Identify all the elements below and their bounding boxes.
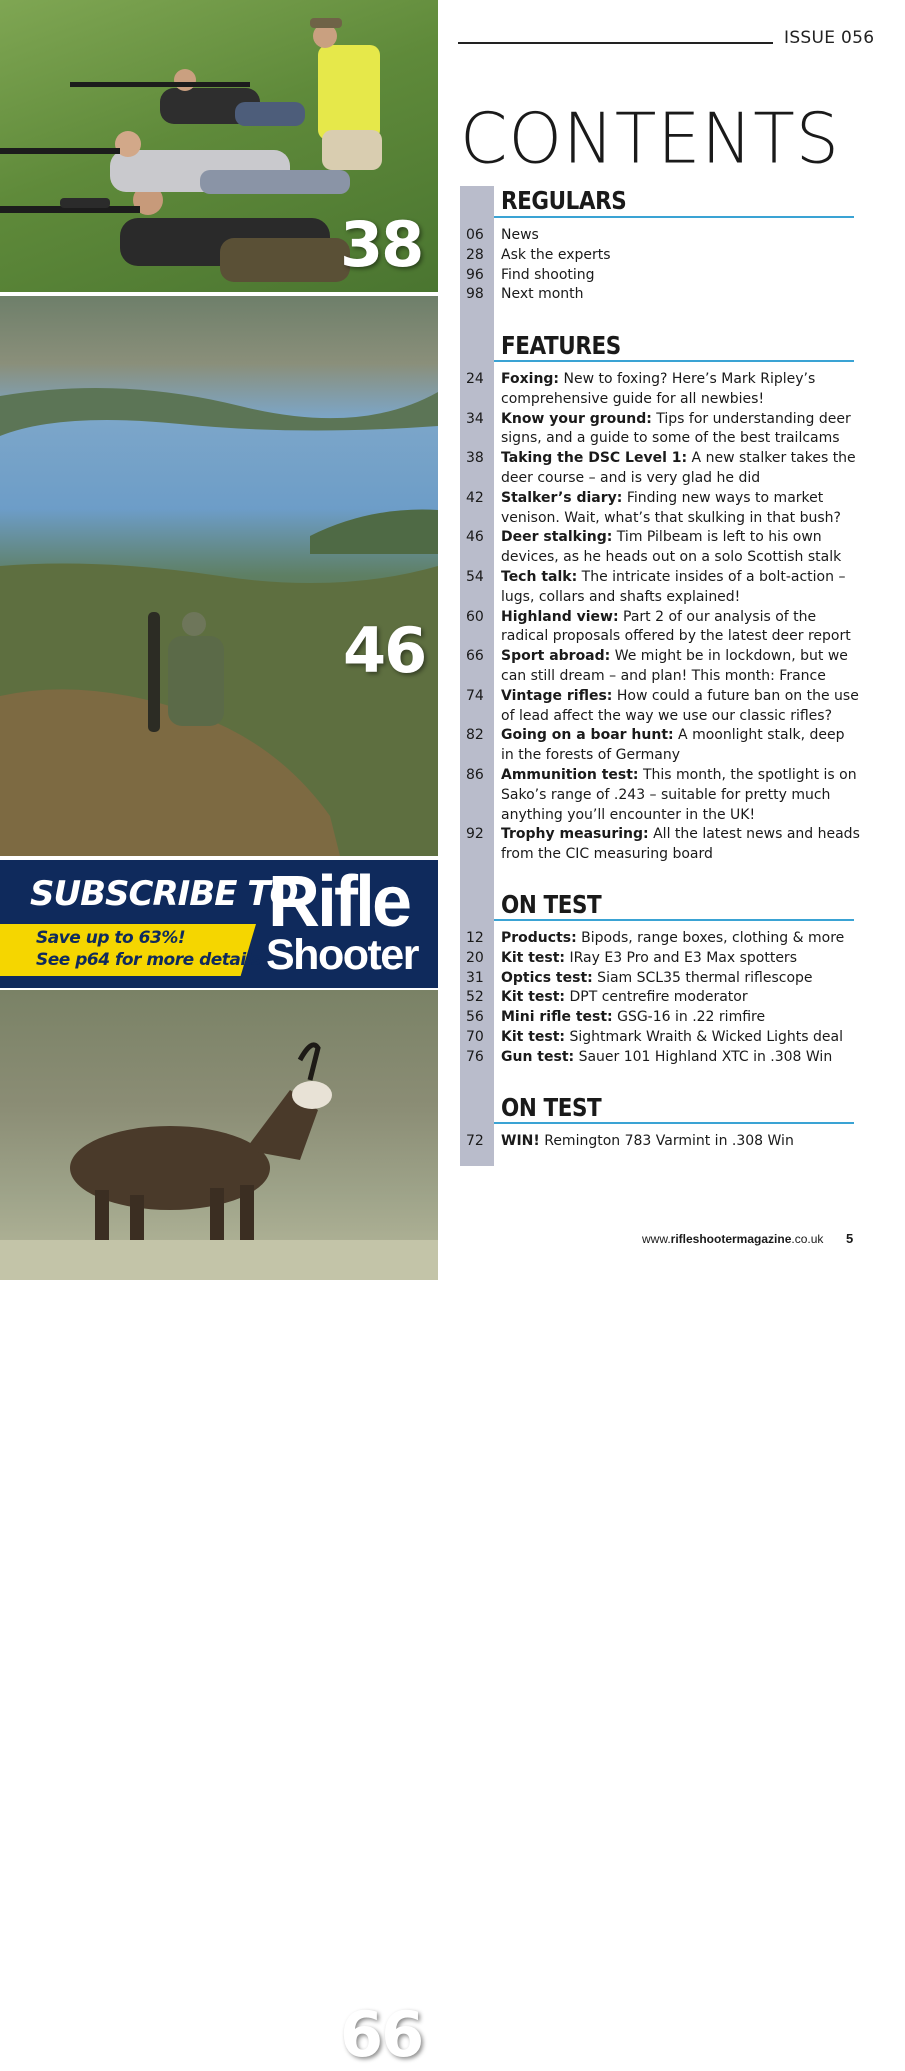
toc-page-number: 38 <box>466 450 484 467</box>
toc-page-number: 12 <box>466 930 484 946</box>
toc-entry-title: Ammunition test: <box>501 767 639 783</box>
toc-entry-text <box>501 528 861 568</box>
toc-entry-text <box>501 687 861 727</box>
subscribe-title: SUBSCRIBE TO <box>30 874 298 914</box>
toc-entry-title: Optics test: <box>501 969 593 986</box>
toc-entry-text <box>501 766 861 825</box>
toc-entry-description: Tim Pilbeam is left to his own devices, as he heads out on a solo Scottish stalk <box>501 529 842 566</box>
toc-entry[interactable] <box>462 1008 862 1028</box>
toc-entry-description: IRay E3 Pro and E3 Max spotters <box>565 949 797 966</box>
toc-entry[interactable] <box>462 528 862 568</box>
toc-entry[interactable] <box>462 825 862 865</box>
toc-entry-description: New to foxing? Here’s Mark Ripley’s comprehensive guide for all newbies! <box>501 371 816 407</box>
toc-entry-title: Mini rifle test: <box>501 1009 613 1026</box>
toc-entry[interactable] <box>462 285 862 305</box>
toc-entry-description: Bipods, range boxes, clothing & more <box>576 930 845 946</box>
toc-page-number: 98 <box>466 286 484 303</box>
toc-entry-description: Sightmark Wraith & Wicked Lights deal <box>565 1029 843 1045</box>
issue-number: ISSUE 056 <box>784 28 875 48</box>
section-rule <box>494 216 854 218</box>
toc-entry[interactable] <box>462 969 862 989</box>
toc-entry-title: Foxing: <box>501 371 560 387</box>
toc-entry-text <box>501 226 861 246</box>
section-heading-features: FEATURES <box>501 331 621 360</box>
section-heading-regulars: REGULARS <box>501 186 627 215</box>
toc-entry[interactable] <box>462 726 862 766</box>
toc-entry-title: Kit test: <box>501 1029 566 1045</box>
toc-entry[interactable] <box>462 1048 862 1068</box>
url-prefix: www. <box>642 1232 671 1246</box>
toc-entry-title: Sport abroad: <box>501 648 611 665</box>
toc-entry-description: All the latest news and heads from the CIC measuring board <box>501 826 860 863</box>
toc-page-number: 92 <box>466 826 484 843</box>
toc-entry[interactable] <box>462 370 862 410</box>
toc-entry-text <box>501 825 861 865</box>
section-rule <box>494 919 854 921</box>
toc-page-number: 76 <box>466 1048 484 1065</box>
toc-entry-text <box>501 1008 861 1028</box>
toc-entry[interactable] <box>462 766 862 825</box>
toc-entry-description: Part 2 of our analysis of the radical proposals offered by the latest deer report <box>501 608 851 645</box>
toc-page-number: 60 <box>466 608 484 625</box>
toc-page-number: 96 <box>466 266 484 283</box>
toc-entry-title: Stalker’s diary: <box>501 489 623 506</box>
toc-entry-text <box>501 969 861 989</box>
toc-entry-text <box>501 370 861 410</box>
toc-entry[interactable] <box>462 266 862 286</box>
toc-entry[interactable] <box>462 246 862 266</box>
section-heading-on-test-2: ON TEST <box>501 1093 602 1122</box>
toc-entry[interactable] <box>462 1028 862 1048</box>
toc-entry[interactable] <box>462 687 862 727</box>
toc-entry-title: Know your ground: <box>501 410 652 427</box>
toc-entry-title: Kit test: <box>501 949 566 966</box>
toc-page-number: 70 <box>466 1029 484 1045</box>
toc-entry-text <box>501 1048 861 1068</box>
toc-entry-text <box>501 410 861 450</box>
toc-entry[interactable] <box>462 568 862 608</box>
photo-page-number: 66 <box>340 1998 423 2071</box>
photo-shooters-prone <box>0 0 438 292</box>
toc-page-number: 42 <box>466 489 484 506</box>
toc-entry-title: Products: <box>501 930 577 946</box>
issue-rule <box>458 42 773 44</box>
toc-page-number: 56 <box>466 1009 484 1026</box>
photo-loch-stalker <box>0 296 438 856</box>
toc-page-number: 46 <box>466 529 484 546</box>
toc-entry-description: Finding new ways to market venison. Wait, what’s that skulking in that bush? <box>501 489 841 526</box>
toc-entry-description: News <box>501 227 539 243</box>
toc-page-number: 54 <box>466 569 484 585</box>
toc-entry-description: We might be in lockdown, but we can still dream – and plan! This month: France <box>501 648 848 684</box>
toc-entry-description: A moonlight stalk, deep in the forests of Germany <box>501 727 845 764</box>
toc-page-number: 74 <box>466 687 484 704</box>
subscribe-banner[interactable] <box>0 860 438 988</box>
toc-entry-text <box>501 285 861 305</box>
toc-entry-text <box>501 489 861 529</box>
toc-entry-title: Going on a boar hunt: <box>501 727 674 744</box>
toc-entry-text <box>501 929 861 949</box>
toc-entry[interactable] <box>462 929 862 949</box>
toc-entry-title: Deer stalking: <box>501 529 613 546</box>
toc-page-number: 66 <box>466 648 484 665</box>
section-rule <box>494 1122 854 1124</box>
toc-entry-description: A new stalker takes the deer course – and is very glad he did <box>501 450 856 486</box>
toc-entry[interactable] <box>462 949 862 969</box>
magazine-logo-rifle: Rifle <box>268 862 410 942</box>
section-rule <box>494 360 854 362</box>
toc-entry-title: WIN! <box>501 1133 540 1149</box>
url-suffix: .co.uk <box>791 1232 824 1246</box>
magazine-logo-shooter: Shooter <box>266 931 418 979</box>
toc-page-number: 52 <box>466 989 484 1006</box>
toc-entry-description: How could a future ban on the use of lead affect the way we use our classic rifles? <box>501 687 859 724</box>
photo-page-number: 38 <box>340 208 423 281</box>
toc-entry-description: The intricate insides of a bolt-action – lugs, collars and shafts explained! <box>501 569 846 605</box>
toc-page-number: 72 <box>466 1133 484 1149</box>
toc-entry-title: Gun test: <box>501 1048 575 1065</box>
toc-entry-description: Find shooting <box>501 266 595 283</box>
photo-page-number: 46 <box>343 614 426 687</box>
toc-entry-description: Remington 783 Varmint in .308 Win <box>539 1133 794 1149</box>
toc-entry-description: This month, the spotlight is on Sako’s range of .243 – suitable for pretty much anything you’ll encounter in the UK! <box>501 767 857 823</box>
url-domain: rifleshootermagazine <box>670 1232 792 1246</box>
toc-entry-description: Tips for understanding deer signs, and a guide to some of the best trailcams <box>501 410 851 447</box>
toc-entry-text <box>501 726 861 766</box>
toc-page-number: 24 <box>466 371 484 387</box>
toc-entry-title: Tech talk: <box>501 569 578 585</box>
toc-entry-title: Highland view: <box>501 608 619 625</box>
toc-page-number: 31 <box>466 969 484 986</box>
toc-entry-text <box>501 949 861 969</box>
toc-entry-text <box>501 449 861 489</box>
toc-page-number: 82 <box>466 727 484 744</box>
toc-entry-title: Kit test: <box>501 989 566 1006</box>
subscribe-details: See p64 for more details <box>36 950 261 970</box>
toc-entry-text <box>501 608 861 648</box>
loch-illustration <box>0 296 438 856</box>
toc-page-number: 28 <box>466 246 484 263</box>
toc-entry-text <box>501 266 861 286</box>
toc-entry-text <box>501 647 861 687</box>
toc-entry-description: Ask the experts <box>501 246 611 263</box>
toc-entry[interactable] <box>462 489 862 529</box>
toc-entry-description: Sauer 101 Highland XTC in .308 Win <box>574 1048 833 1065</box>
photo-chamois <box>0 990 438 2071</box>
section-heading-on-test: ON TEST <box>501 890 602 919</box>
toc-entry-description: DPT centrefire moderator <box>565 989 748 1006</box>
toc-entry[interactable] <box>462 1132 862 1152</box>
page-title: CONTENTS <box>460 99 840 180</box>
toc-entry-text <box>501 1028 861 1048</box>
toc-entry[interactable] <box>462 410 862 450</box>
toc-entry-description: GSG-16 in .22 rimfire <box>612 1009 766 1026</box>
toc-entry[interactable] <box>462 449 862 489</box>
page-number: 5 <box>846 1231 854 1246</box>
toc-entry-description: Siam SCL35 thermal riflescope <box>592 969 813 986</box>
toc-entry-text <box>501 1132 861 1152</box>
toc-entry[interactable] <box>462 647 862 687</box>
toc-entry-text <box>501 568 861 608</box>
toc-entry-title: Vintage rifles: <box>501 687 613 704</box>
toc-entry[interactable] <box>462 988 862 1008</box>
chamois-illustration <box>0 990 438 1280</box>
toc-entry-title: Taking the DSC Level 1: <box>501 450 688 467</box>
footer-website[interactable] <box>642 1232 823 1246</box>
toc-entry-description: Next month <box>501 286 584 303</box>
toc-page-number: 34 <box>466 410 484 427</box>
toc-entry[interactable] <box>462 608 862 648</box>
subscribe-offer: Save up to 63%! <box>36 928 186 948</box>
toc-entry-text <box>501 988 861 1008</box>
toc-page-number: 06 <box>466 227 484 243</box>
toc-entry-text <box>501 246 861 266</box>
toc-entry[interactable] <box>462 226 862 246</box>
toc-page-number: 20 <box>466 949 484 966</box>
toc-entry-title: Trophy measuring: <box>501 826 649 843</box>
toc-page-number: 86 <box>466 767 484 783</box>
